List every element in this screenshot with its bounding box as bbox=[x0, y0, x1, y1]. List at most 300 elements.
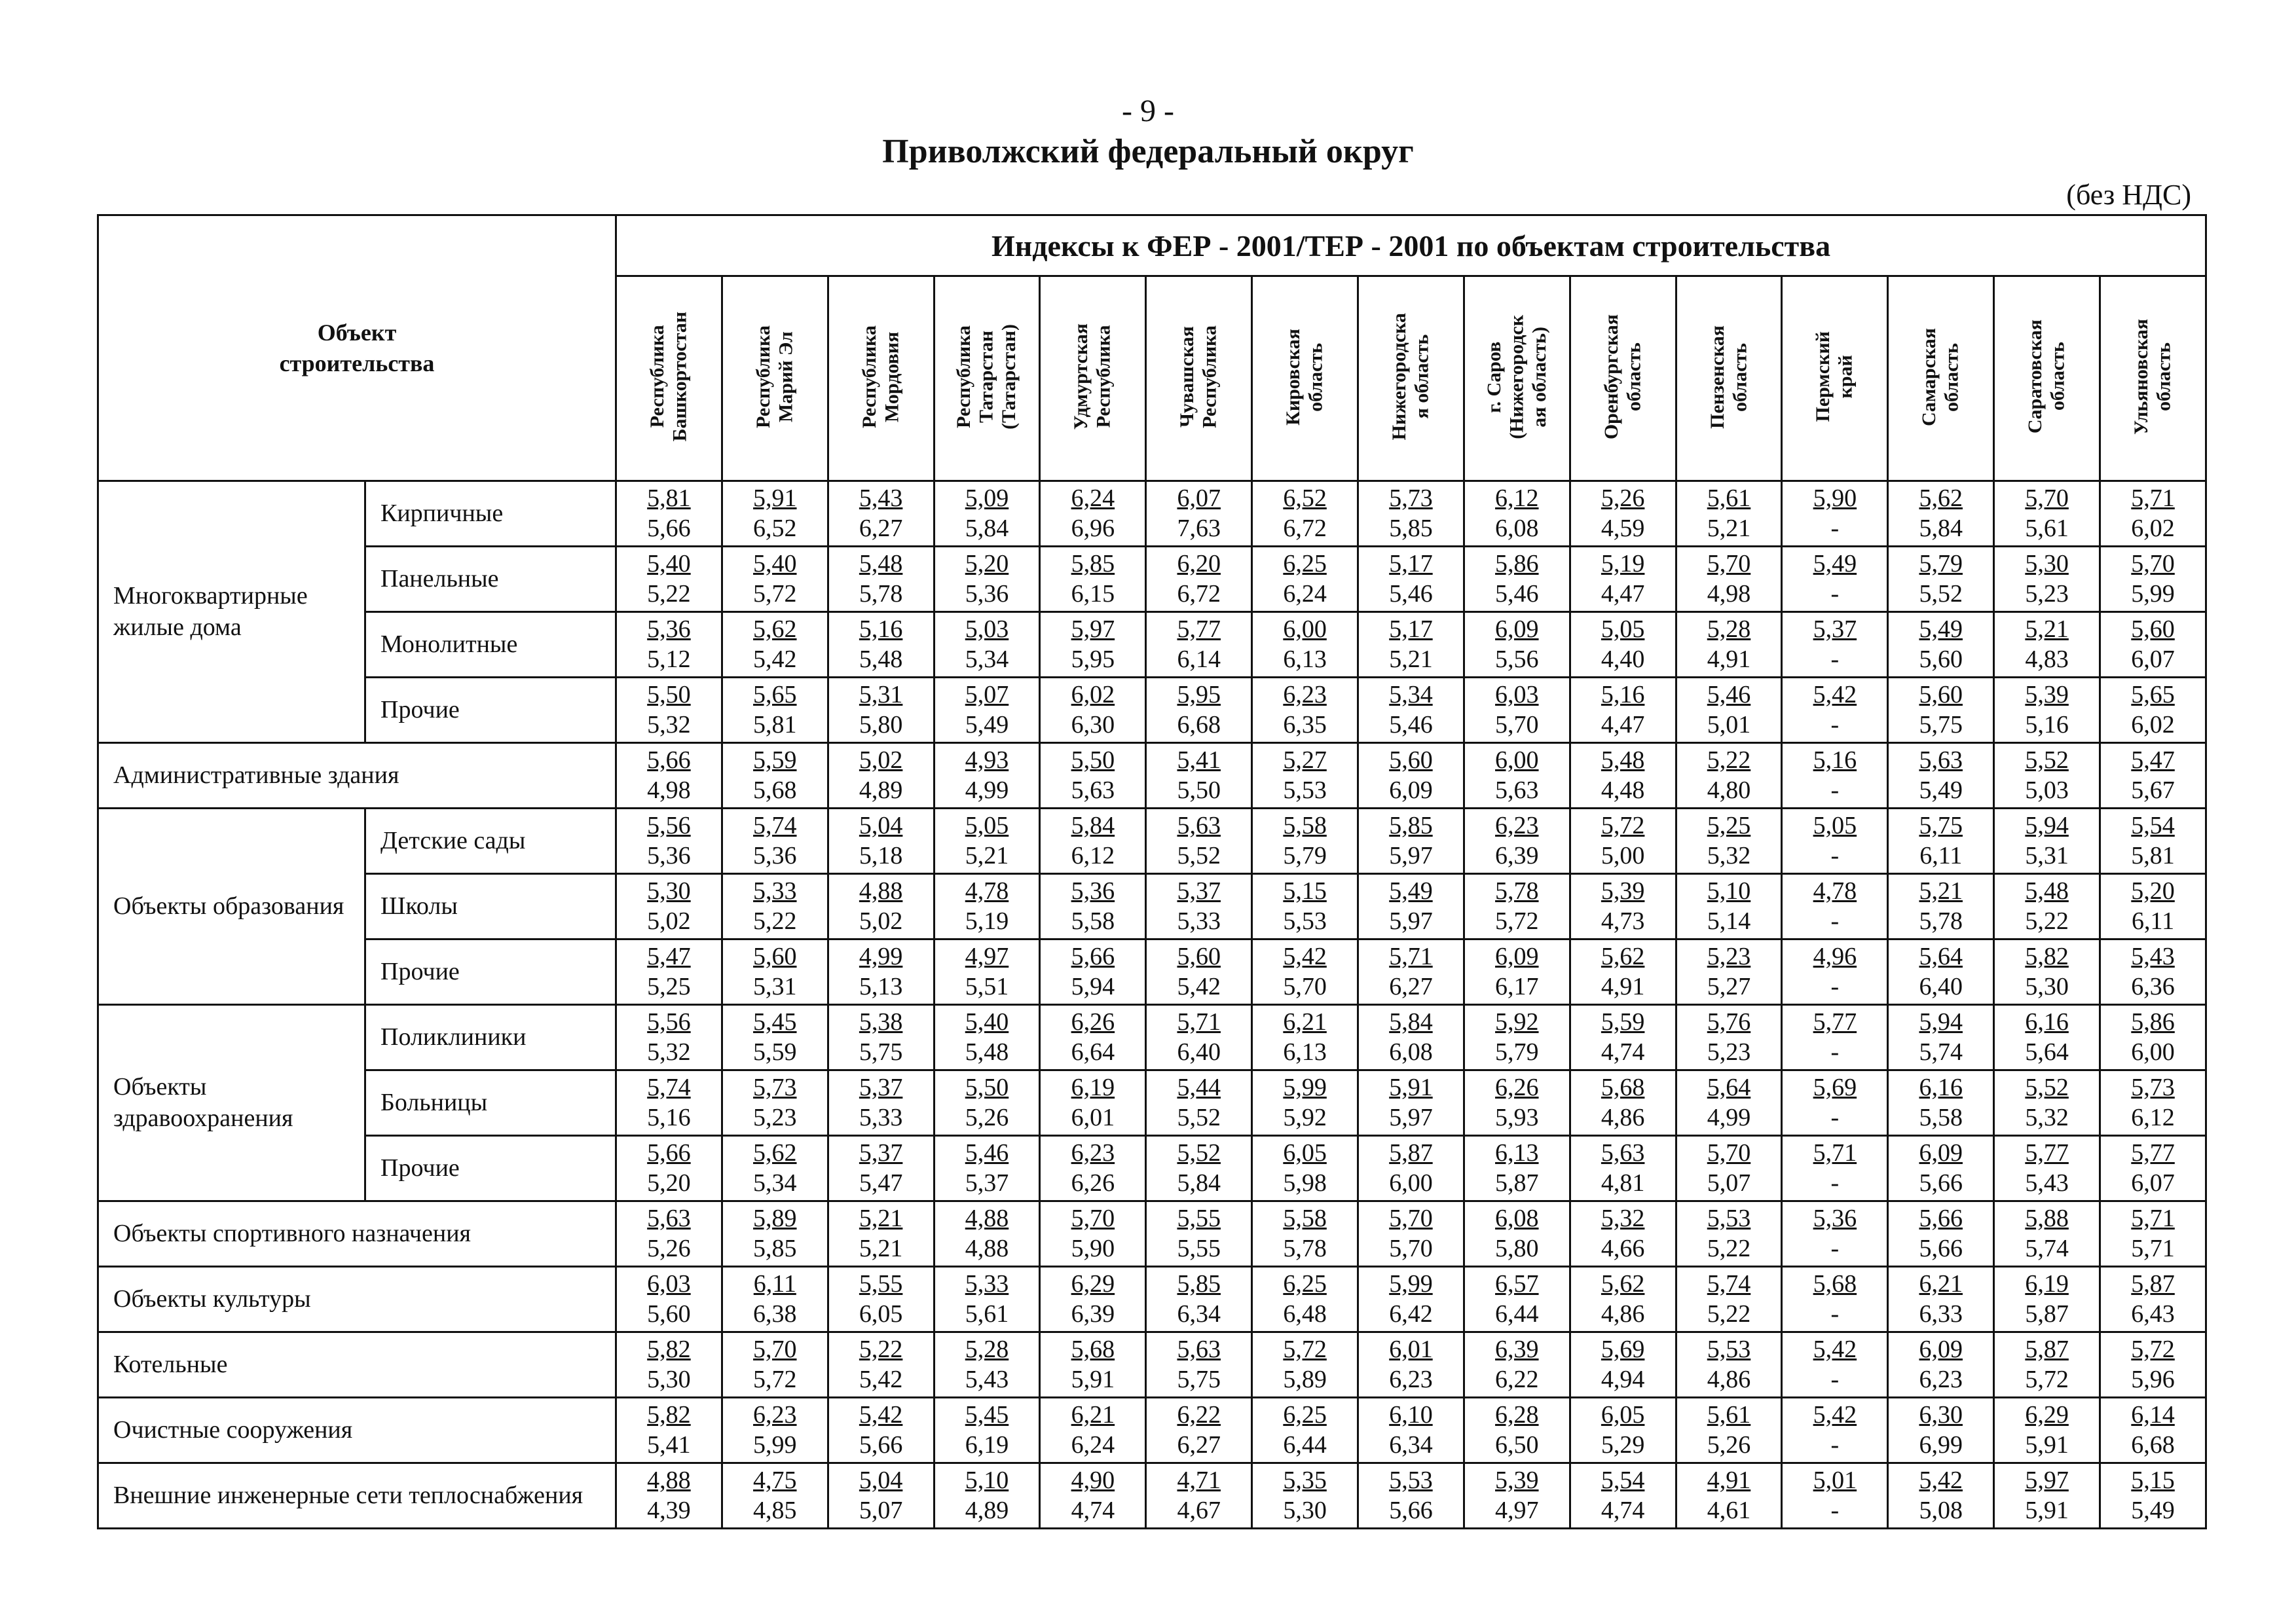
index-value-bottom: 4,61 bbox=[1707, 1496, 1751, 1524]
index-cell bbox=[1040, 1136, 1146, 1201]
index-value-top: 5,89 bbox=[753, 1204, 797, 1232]
index-value-bottom: 5,99 bbox=[753, 1431, 797, 1459]
index-value-top: 5,74 bbox=[647, 1073, 691, 1101]
index-value-bottom: 6,11 bbox=[2132, 907, 2175, 935]
index-value-bottom: 5,46 bbox=[1495, 579, 1539, 608]
index-value-top: 5,43 bbox=[859, 484, 903, 512]
index-value-bottom: 5,16 bbox=[647, 1103, 691, 1131]
index-value-bottom: 4,73 bbox=[1601, 907, 1645, 935]
index-value-top: 5,17 bbox=[1389, 615, 1433, 643]
index-value-bottom: 5,30 bbox=[2025, 972, 2069, 1000]
region-name: Удмуртская Республика bbox=[1070, 323, 1115, 430]
index-cell bbox=[722, 1398, 828, 1463]
index-value-bottom: 6,02 bbox=[2131, 514, 2175, 542]
region-header bbox=[722, 276, 828, 481]
index-value-bottom: 5,87 bbox=[2025, 1300, 2069, 1328]
index-value-bottom: 5,32 bbox=[1707, 841, 1751, 869]
index-value-bottom: 5,47 bbox=[859, 1169, 903, 1197]
index-value-bottom: 5,53 bbox=[1283, 907, 1327, 935]
index-value-top: 5,37 bbox=[1177, 877, 1221, 905]
index-cell bbox=[934, 481, 1040, 547]
index-value-bottom: 5,75 bbox=[859, 1038, 903, 1066]
index-value-top: 4,71 bbox=[1177, 1466, 1221, 1494]
index-cell bbox=[1252, 1070, 1358, 1136]
index-value-top: 5,70 bbox=[1389, 1204, 1433, 1232]
index-cell bbox=[1040, 1398, 1146, 1463]
index-value-bottom: 5,75 bbox=[1919, 710, 1963, 739]
index-cell bbox=[1146, 1267, 1252, 1332]
index-value-bottom: 5,97 bbox=[1389, 841, 1433, 869]
index-value-top: 5,44 bbox=[1177, 1073, 1221, 1101]
index-value-bottom: 5,49 bbox=[1919, 776, 1963, 804]
index-value-top: 5,90 bbox=[1813, 484, 1857, 512]
index-value-bottom: 5,21 bbox=[1707, 514, 1751, 542]
index-value-bottom: 5,94 bbox=[1071, 972, 1115, 1000]
index-value-bottom: 6,12 bbox=[1071, 841, 1115, 869]
index-value-bottom: 5,52 bbox=[1919, 579, 1963, 608]
index-value-top: 6,25 bbox=[1283, 1269, 1327, 1298]
index-value-top: 5,26 bbox=[1601, 484, 1645, 512]
index-cell bbox=[934, 743, 1040, 809]
index-value-bottom: 6,64 bbox=[1071, 1038, 1115, 1066]
index-value-top: 5,72 bbox=[2131, 1335, 2175, 1363]
index-value-top: 5,70 bbox=[1707, 1139, 1751, 1167]
index-cell bbox=[1570, 612, 1676, 678]
index-cell bbox=[2100, 874, 2206, 939]
index-value-top: 6,30 bbox=[1919, 1400, 1963, 1429]
region-name: Оренбургская область bbox=[1600, 314, 1645, 440]
region-header bbox=[1570, 276, 1676, 481]
index-value-top: 5,94 bbox=[1919, 1008, 1963, 1036]
index-value-bottom: 5,22 bbox=[753, 907, 797, 935]
index-value-bottom: 5,30 bbox=[647, 1365, 691, 1393]
index-cell bbox=[1782, 678, 1888, 743]
index-value-top: 5,15 bbox=[1283, 877, 1327, 905]
index-value-bottom: 5,36 bbox=[965, 579, 1009, 608]
index-value-top: 5,77 bbox=[2131, 1139, 2175, 1167]
index-cell bbox=[1994, 678, 2100, 743]
index-value-bottom: 4,83 bbox=[2025, 645, 2069, 673]
index-value-top: 5,16 bbox=[1601, 680, 1645, 708]
index-value-top: 5,81 bbox=[647, 484, 691, 512]
index-cell bbox=[722, 1201, 828, 1267]
index-cell bbox=[1464, 1332, 1570, 1398]
index-cell bbox=[2100, 612, 2206, 678]
index-value-top: 5,64 bbox=[1707, 1073, 1751, 1101]
index-cell bbox=[1888, 1463, 1994, 1529]
index-value-bottom: 5,23 bbox=[2025, 579, 2069, 608]
index-value-top: 5,27 bbox=[1283, 746, 1327, 774]
index-value-bottom: 5,49 bbox=[2131, 1496, 2175, 1524]
index-value-top: 5,66 bbox=[1919, 1204, 1963, 1232]
index-value-bottom: 5,85 bbox=[753, 1234, 797, 1262]
index-value-top: 5,70 bbox=[1707, 549, 1751, 577]
index-cell bbox=[1358, 678, 1464, 743]
index-value-bottom: - bbox=[1830, 1234, 1840, 1262]
index-value-bottom: 5,75 bbox=[1177, 1365, 1221, 1393]
index-value-bottom: 5,36 bbox=[753, 841, 797, 869]
region-header bbox=[1040, 276, 1146, 481]
index-value-bottom: 5,74 bbox=[2025, 1234, 2069, 1262]
index-value-top: 5,63 bbox=[647, 1204, 691, 1232]
index-value-bottom: 4,81 bbox=[1601, 1169, 1645, 1197]
index-cell bbox=[1040, 481, 1146, 547]
index-cell bbox=[1570, 939, 1676, 1005]
index-value-top: 5,99 bbox=[1283, 1073, 1327, 1101]
index-cell bbox=[1252, 547, 1358, 612]
index-value-bottom: 5,23 bbox=[753, 1103, 797, 1131]
index-value-bottom: 5,71 bbox=[2131, 1234, 2175, 1262]
index-cell bbox=[616, 612, 722, 678]
index-value-bottom: 5,16 bbox=[2025, 710, 2069, 739]
subtype-label: Прочие bbox=[365, 1136, 616, 1201]
index-value-top: 5,86 bbox=[2131, 1008, 2175, 1036]
index-cell bbox=[1252, 612, 1358, 678]
index-value-top: 5,60 bbox=[1177, 942, 1221, 970]
index-cell bbox=[1358, 939, 1464, 1005]
index-value-top: 5,55 bbox=[859, 1269, 903, 1298]
index-value-top: 5,10 bbox=[1707, 877, 1751, 905]
index-value-bottom: 4,66 bbox=[1601, 1234, 1645, 1262]
index-cell bbox=[934, 1267, 1040, 1332]
index-value-top: 5,61 bbox=[1707, 484, 1751, 512]
index-cell bbox=[1570, 481, 1676, 547]
index-value-top: 5,65 bbox=[753, 680, 797, 708]
index-value-bottom: 6,72 bbox=[1283, 514, 1327, 542]
index-value-top: 4,91 bbox=[1707, 1466, 1751, 1494]
index-value-top: 5,75 bbox=[1919, 811, 1963, 839]
index-cell bbox=[1994, 939, 2100, 1005]
index-value-top: 5,15 bbox=[2131, 1466, 2175, 1494]
index-value-top: 5,20 bbox=[965, 549, 1009, 577]
index-value-bottom: 4,74 bbox=[1071, 1496, 1115, 1524]
index-cell bbox=[828, 1332, 934, 1398]
index-value-top: 5,04 bbox=[859, 811, 903, 839]
index-value-top: 6,57 bbox=[1495, 1269, 1539, 1298]
index-cell bbox=[1252, 743, 1358, 809]
index-value-bottom: 5,18 bbox=[859, 841, 903, 869]
index-cell bbox=[722, 1070, 828, 1136]
index-value-top: 5,58 bbox=[1283, 1204, 1327, 1232]
index-value-top: 6,13 bbox=[1495, 1139, 1539, 1167]
index-value-bottom: 5,22 bbox=[647, 579, 691, 608]
index-cell bbox=[1146, 1201, 1252, 1267]
index-value-top: 5,38 bbox=[859, 1008, 903, 1036]
index-value-bottom: 5,95 bbox=[1071, 645, 1115, 673]
region-name: Республика Башкортостан bbox=[646, 312, 691, 442]
index-value-bottom: 6,07 bbox=[2131, 1169, 2175, 1197]
index-value-bottom: 5,25 bbox=[647, 972, 691, 1000]
index-cell bbox=[1570, 809, 1676, 874]
index-cell bbox=[1040, 1463, 1146, 1529]
index-value-bottom: 5,66 bbox=[1919, 1234, 1963, 1262]
index-value-top: 6,21 bbox=[1919, 1269, 1963, 1298]
index-cell bbox=[1888, 809, 1994, 874]
index-cell bbox=[1994, 547, 2100, 612]
index-cell bbox=[1358, 547, 1464, 612]
index-value-top: 5,31 bbox=[859, 680, 903, 708]
index-value-bottom: 7,63 bbox=[1177, 514, 1221, 542]
index-value-bottom: 5,52 bbox=[1177, 841, 1221, 869]
table-row bbox=[98, 481, 2206, 547]
index-value-bottom: 5,72 bbox=[753, 579, 797, 608]
index-value-bottom: 5,42 bbox=[1177, 972, 1221, 1000]
index-value-top: 5,42 bbox=[1919, 1466, 1963, 1494]
index-cell bbox=[1994, 1267, 2100, 1332]
index-cell bbox=[2100, 1267, 2206, 1332]
index-value-bottom: 5,14 bbox=[1707, 907, 1751, 935]
index-cell bbox=[2100, 1005, 2206, 1070]
index-value-bottom: 5,80 bbox=[859, 710, 903, 739]
region-header bbox=[828, 276, 934, 481]
group-label: Многоквартирные жилые дома bbox=[98, 481, 365, 743]
index-value-bottom: - bbox=[1830, 907, 1840, 935]
index-value-top: 5,36 bbox=[1813, 1204, 1857, 1232]
index-value-top: 5,88 bbox=[2025, 1204, 2069, 1232]
index-value-top: 6,10 bbox=[1389, 1400, 1433, 1429]
index-value-top: 5,85 bbox=[1389, 811, 1433, 839]
index-cell bbox=[1994, 1070, 2100, 1136]
index-cell bbox=[722, 874, 828, 939]
index-value-top: 5,28 bbox=[1707, 615, 1751, 643]
index-value-bottom: 5,84 bbox=[965, 514, 1009, 542]
index-cell bbox=[1358, 874, 1464, 939]
index-cell bbox=[1888, 612, 1994, 678]
index-value-top: 5,59 bbox=[753, 746, 797, 774]
index-cell bbox=[1040, 547, 1146, 612]
object-column-header bbox=[98, 215, 616, 481]
subtype-label: Больницы bbox=[365, 1070, 616, 1136]
index-value-bottom: 6,12 bbox=[2131, 1103, 2175, 1131]
index-value-top: 5,28 bbox=[965, 1335, 1009, 1363]
index-value-top: 5,32 bbox=[1601, 1204, 1645, 1232]
index-cell bbox=[1464, 874, 1570, 939]
index-value-bottom: 6,24 bbox=[1071, 1431, 1115, 1459]
index-cell bbox=[828, 481, 934, 547]
region-header bbox=[934, 276, 1040, 481]
index-value-top: 4,88 bbox=[647, 1466, 691, 1494]
index-cell bbox=[1994, 1136, 2100, 1201]
index-value-top: 5,48 bbox=[2025, 877, 2069, 905]
index-value-bottom: 5,52 bbox=[1177, 1103, 1221, 1131]
index-cell bbox=[1570, 1070, 1676, 1136]
index-value-bottom: - bbox=[1830, 514, 1840, 542]
index-cell bbox=[1676, 1463, 1782, 1529]
index-value-top: 5,36 bbox=[647, 615, 691, 643]
index-value-top: 5,71 bbox=[1389, 942, 1433, 970]
index-value-top: 5,77 bbox=[1813, 1008, 1857, 1036]
index-value-top: 4,75 bbox=[753, 1466, 797, 1494]
index-cell bbox=[1782, 939, 1888, 1005]
index-value-top: 5,62 bbox=[1601, 942, 1645, 970]
index-cell bbox=[2100, 1201, 2206, 1267]
index-value-bottom: 6,23 bbox=[1389, 1365, 1433, 1393]
table-row bbox=[98, 809, 2206, 874]
index-value-bottom: 5,70 bbox=[1389, 1234, 1433, 1262]
index-value-bottom: 4,74 bbox=[1601, 1038, 1645, 1066]
index-value-top: 5,39 bbox=[1601, 877, 1645, 905]
index-cell bbox=[828, 547, 934, 612]
index-value-top: 5,95 bbox=[1177, 680, 1221, 708]
index-value-top: 6,24 bbox=[1071, 484, 1115, 512]
index-value-bottom: 6,17 bbox=[1495, 972, 1539, 1000]
index-value-bottom: 6,68 bbox=[1177, 710, 1221, 739]
index-value-top: 5,60 bbox=[2131, 615, 2175, 643]
index-value-bottom: 4,91 bbox=[1601, 972, 1645, 1000]
index-value-bottom: 6,01 bbox=[1071, 1103, 1115, 1131]
index-value-bottom: 5,56 bbox=[1495, 645, 1539, 673]
index-value-top: 5,68 bbox=[1071, 1335, 1115, 1363]
index-value-bottom: 5,32 bbox=[647, 710, 691, 739]
index-cell bbox=[1040, 1201, 1146, 1267]
index-value-top: 6,08 bbox=[1495, 1204, 1539, 1232]
index-value-bottom: 6,44 bbox=[1283, 1431, 1327, 1459]
index-value-top: 5,05 bbox=[1813, 811, 1857, 839]
index-cell bbox=[1888, 743, 1994, 809]
index-value-bottom: 6,44 bbox=[1495, 1300, 1539, 1328]
index-cell bbox=[1040, 939, 1146, 1005]
index-value-bottom: 5,26 bbox=[965, 1103, 1009, 1131]
index-cell bbox=[1782, 1005, 1888, 1070]
index-value-bottom: 5,91 bbox=[2025, 1496, 2069, 1524]
index-cell bbox=[1888, 481, 1994, 547]
subtype-label: Монолитные bbox=[365, 612, 616, 678]
index-cell bbox=[1252, 1267, 1358, 1332]
index-cell bbox=[828, 1398, 934, 1463]
index-value-bottom: 5,60 bbox=[647, 1300, 691, 1328]
region-name: Республика Марий Эл bbox=[752, 325, 797, 429]
index-cell bbox=[2100, 1463, 2206, 1529]
index-value-bottom: 4,89 bbox=[859, 776, 903, 804]
subtype-label: Школы bbox=[365, 874, 616, 939]
index-value-bottom: 4,97 bbox=[1495, 1496, 1539, 1524]
index-value-top: 4,93 bbox=[965, 746, 1009, 774]
index-cell bbox=[1358, 1070, 1464, 1136]
index-value-top: 5,61 bbox=[1707, 1400, 1751, 1429]
index-value-bottom: 5,13 bbox=[859, 972, 903, 1000]
index-cell bbox=[828, 1005, 934, 1070]
index-cell bbox=[722, 743, 828, 809]
index-value-bottom: 5,48 bbox=[965, 1038, 1009, 1066]
index-value-top: 5,58 bbox=[1283, 811, 1327, 839]
index-value-top: 6,29 bbox=[2025, 1400, 2069, 1429]
index-value-bottom: - bbox=[1830, 1365, 1840, 1393]
index-value-top: 6,12 bbox=[1495, 484, 1539, 512]
index-value-top: 5,62 bbox=[1601, 1269, 1645, 1298]
index-value-top: 5,36 bbox=[1071, 877, 1115, 905]
index-value-top: 5,77 bbox=[1177, 615, 1221, 643]
index-cell bbox=[1358, 1398, 1464, 1463]
index-value-top: 5,52 bbox=[1177, 1139, 1221, 1167]
index-value-bottom: 6,99 bbox=[1919, 1431, 1963, 1459]
index-value-top: 5,59 bbox=[1601, 1008, 1645, 1036]
index-value-bottom: - bbox=[1830, 1431, 1840, 1459]
group-label: Объекты культуры bbox=[98, 1267, 616, 1332]
index-value-top: 6,01 bbox=[1389, 1335, 1433, 1363]
index-value-bottom: - bbox=[1830, 1103, 1840, 1131]
index-cell bbox=[616, 1070, 722, 1136]
index-cell bbox=[1252, 809, 1358, 874]
index-cell bbox=[934, 547, 1040, 612]
index-cell bbox=[1146, 743, 1252, 809]
group-label: Объекты здравоохранения bbox=[98, 1005, 365, 1201]
index-cell bbox=[828, 678, 934, 743]
group-label: Объекты спортивного назначения bbox=[98, 1201, 616, 1267]
index-value-bottom: - bbox=[1830, 645, 1840, 673]
index-value-top: 6,09 bbox=[1919, 1139, 1963, 1167]
index-cell bbox=[934, 1201, 1040, 1267]
table-row bbox=[98, 743, 2206, 809]
index-value-top: 5,48 bbox=[1601, 746, 1645, 774]
index-value-bottom: - bbox=[1830, 1496, 1840, 1524]
index-value-bottom: 5,72 bbox=[2025, 1365, 2069, 1393]
index-cell bbox=[1146, 1136, 1252, 1201]
index-value-top: 5,40 bbox=[965, 1008, 1009, 1036]
index-value-bottom: 6,09 bbox=[1389, 776, 1433, 804]
index-value-bottom: 6,40 bbox=[1919, 972, 1963, 1000]
index-cell bbox=[616, 547, 722, 612]
index-value-top: 5,77 bbox=[2025, 1139, 2069, 1167]
index-value-bottom: 6,96 bbox=[1071, 514, 1115, 542]
index-cell bbox=[1040, 678, 1146, 743]
index-value-bottom: 5,32 bbox=[647, 1038, 691, 1066]
index-value-bottom: 5,58 bbox=[1071, 907, 1115, 935]
index-value-top: 4,88 bbox=[859, 877, 903, 905]
index-value-bottom: 5,29 bbox=[1601, 1431, 1645, 1459]
index-cell bbox=[828, 1201, 934, 1267]
index-value-bottom: 4,67 bbox=[1177, 1496, 1221, 1524]
index-value-bottom: 5,36 bbox=[647, 841, 691, 869]
index-value-bottom: 5,66 bbox=[859, 1431, 903, 1459]
index-cell bbox=[1252, 1136, 1358, 1201]
index-value-top: 5,70 bbox=[2131, 549, 2175, 577]
index-cell bbox=[722, 1332, 828, 1398]
index-cell bbox=[722, 1267, 828, 1332]
index-value-bottom: 6,34 bbox=[1389, 1431, 1433, 1459]
index-value-bottom: 5,42 bbox=[753, 645, 797, 673]
index-value-bottom: 5,08 bbox=[1919, 1496, 1963, 1524]
index-cell bbox=[722, 612, 828, 678]
index-value-top: 5,09 bbox=[965, 484, 1009, 512]
index-value-top: 5,50 bbox=[1071, 746, 1115, 774]
subtype-label: Прочие bbox=[365, 678, 616, 743]
region-name: Республика Татарстан (Татарстан) bbox=[953, 324, 1020, 429]
index-value-top: 5,01 bbox=[1813, 1466, 1857, 1494]
index-value-bottom: - bbox=[1830, 1038, 1840, 1066]
index-value-bottom: 6,40 bbox=[1177, 1038, 1221, 1066]
table-row bbox=[98, 1332, 2206, 1398]
index-cell bbox=[1676, 1398, 1782, 1463]
index-value-bottom: 5,91 bbox=[2025, 1431, 2069, 1459]
index-value-top: 5,42 bbox=[1813, 1335, 1857, 1363]
index-value-bottom: 6,05 bbox=[859, 1300, 903, 1328]
index-value-bottom: 6,13 bbox=[1283, 645, 1327, 673]
index-value-bottom: 6,34 bbox=[1177, 1300, 1221, 1328]
index-value-bottom: 5,59 bbox=[753, 1038, 797, 1066]
table-row bbox=[98, 874, 2206, 939]
index-value-top: 5,87 bbox=[2025, 1335, 2069, 1363]
index-cell bbox=[1464, 1201, 1570, 1267]
index-cell bbox=[616, 743, 722, 809]
index-value-bottom: 5,70 bbox=[1495, 710, 1539, 739]
index-value-top: 5,48 bbox=[859, 549, 903, 577]
index-value-bottom: 5,46 bbox=[1389, 579, 1433, 608]
index-value-bottom: 5,84 bbox=[1177, 1169, 1221, 1197]
index-cell bbox=[828, 809, 934, 874]
index-value-bottom: 5,02 bbox=[859, 907, 903, 935]
index-value-bottom: 5,21 bbox=[965, 841, 1009, 869]
index-value-top: 5,33 bbox=[965, 1269, 1009, 1298]
